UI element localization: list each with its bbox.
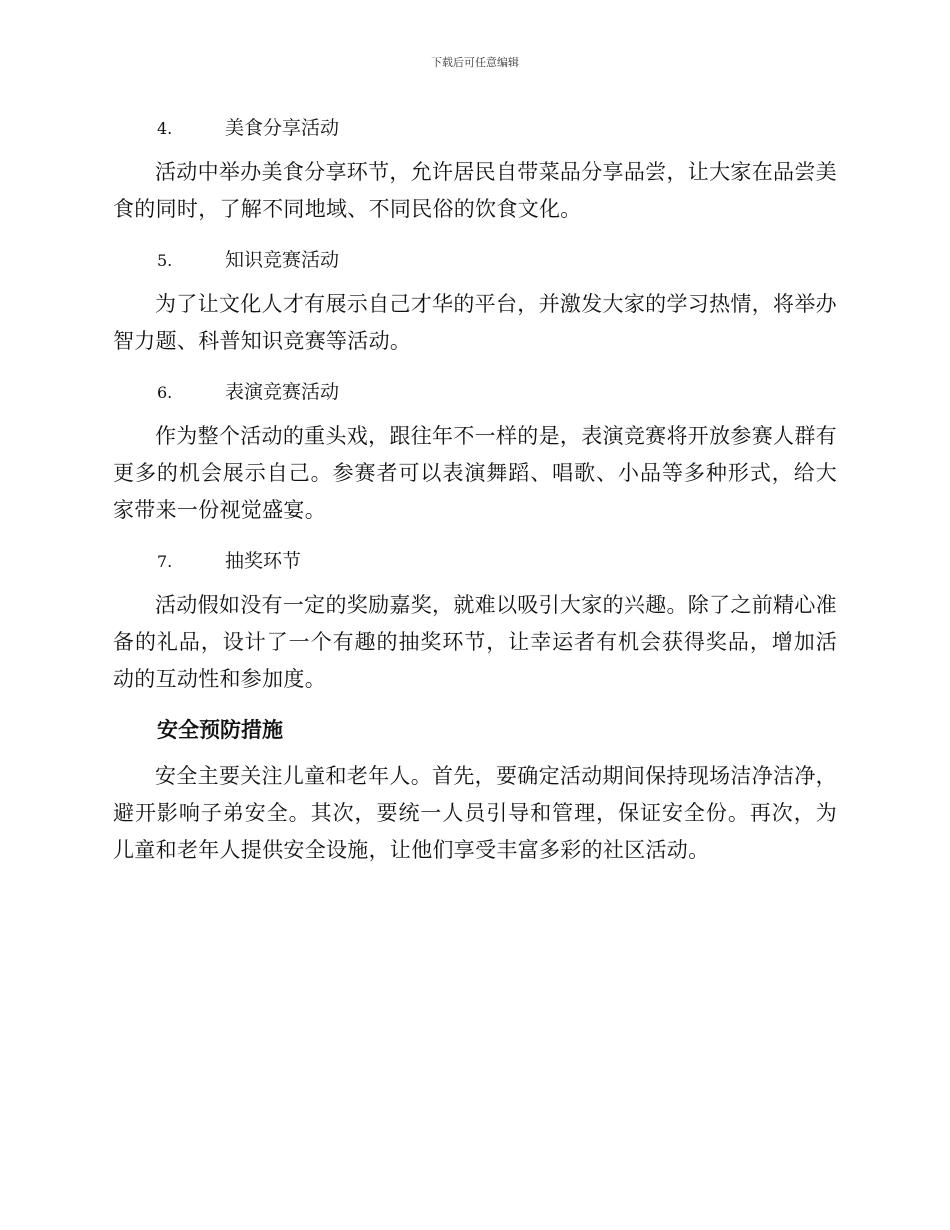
page-header: 下载后可任意编辑 — [431, 56, 519, 69]
section-title-safety: 安全预防措施 — [157, 718, 283, 742]
item-paragraph: 活动假如没有一定的奖励嘉奖，就难以吸引大家的兴趣。除了之前精心准备的礼品，设计了一个有趣的抽奖环节，让幸运者有机会获得奖品，增加活动的互动性和参加度。 — [113, 593, 837, 691]
item-number: 6. — [157, 383, 173, 402]
item-heading-7 — [113, 541, 837, 581]
item-number: 4. — [157, 119, 173, 138]
item-number: 5. — [157, 251, 173, 270]
item-heading-6 — [113, 372, 837, 412]
item-title: 知识竞赛活动 — [225, 249, 340, 271]
item-title: 美食分享活动 — [225, 117, 340, 139]
item-title: 抽奖环节 — [225, 550, 302, 572]
item-paragraph: 作为整个活动的重头戏，跟往年不一样的是，表演竞赛将开放参赛人群有更多的机会展示自己。参赛者可以表演舞蹈、唱歌、小品等多种形式，给大家带来一份视觉盛宴。 — [113, 424, 837, 522]
safety-paragraph: 安全主要关注儿童和老年人。首先，要确定活动期间保持现场洁净洁净，避开影响子弟安全。其次，要统一人员引导和管理，保证安全份。再次，为儿童和老年人提供安全设施，让他们享受丰富多彩的社区活动。 — [113, 764, 837, 862]
item-paragraph: 为了让文化人才有展示自己才华的平台，并激发大家的学习热情，将举办智力题、科普知识竞赛等活动。 — [113, 292, 837, 353]
document-body — [113, 108, 837, 881]
item-heading-4 — [113, 108, 837, 148]
item-heading-5 — [113, 240, 837, 280]
item-paragraph: 活动中举办美食分享环节，允许居民自带菜品分享品尝，让大家在品尝美食的同时，了解不同地域、不同民俗的饮食文化。 — [113, 160, 837, 221]
item-title: 表演竞赛活动 — [225, 381, 340, 403]
item-number: 7. — [157, 552, 173, 571]
